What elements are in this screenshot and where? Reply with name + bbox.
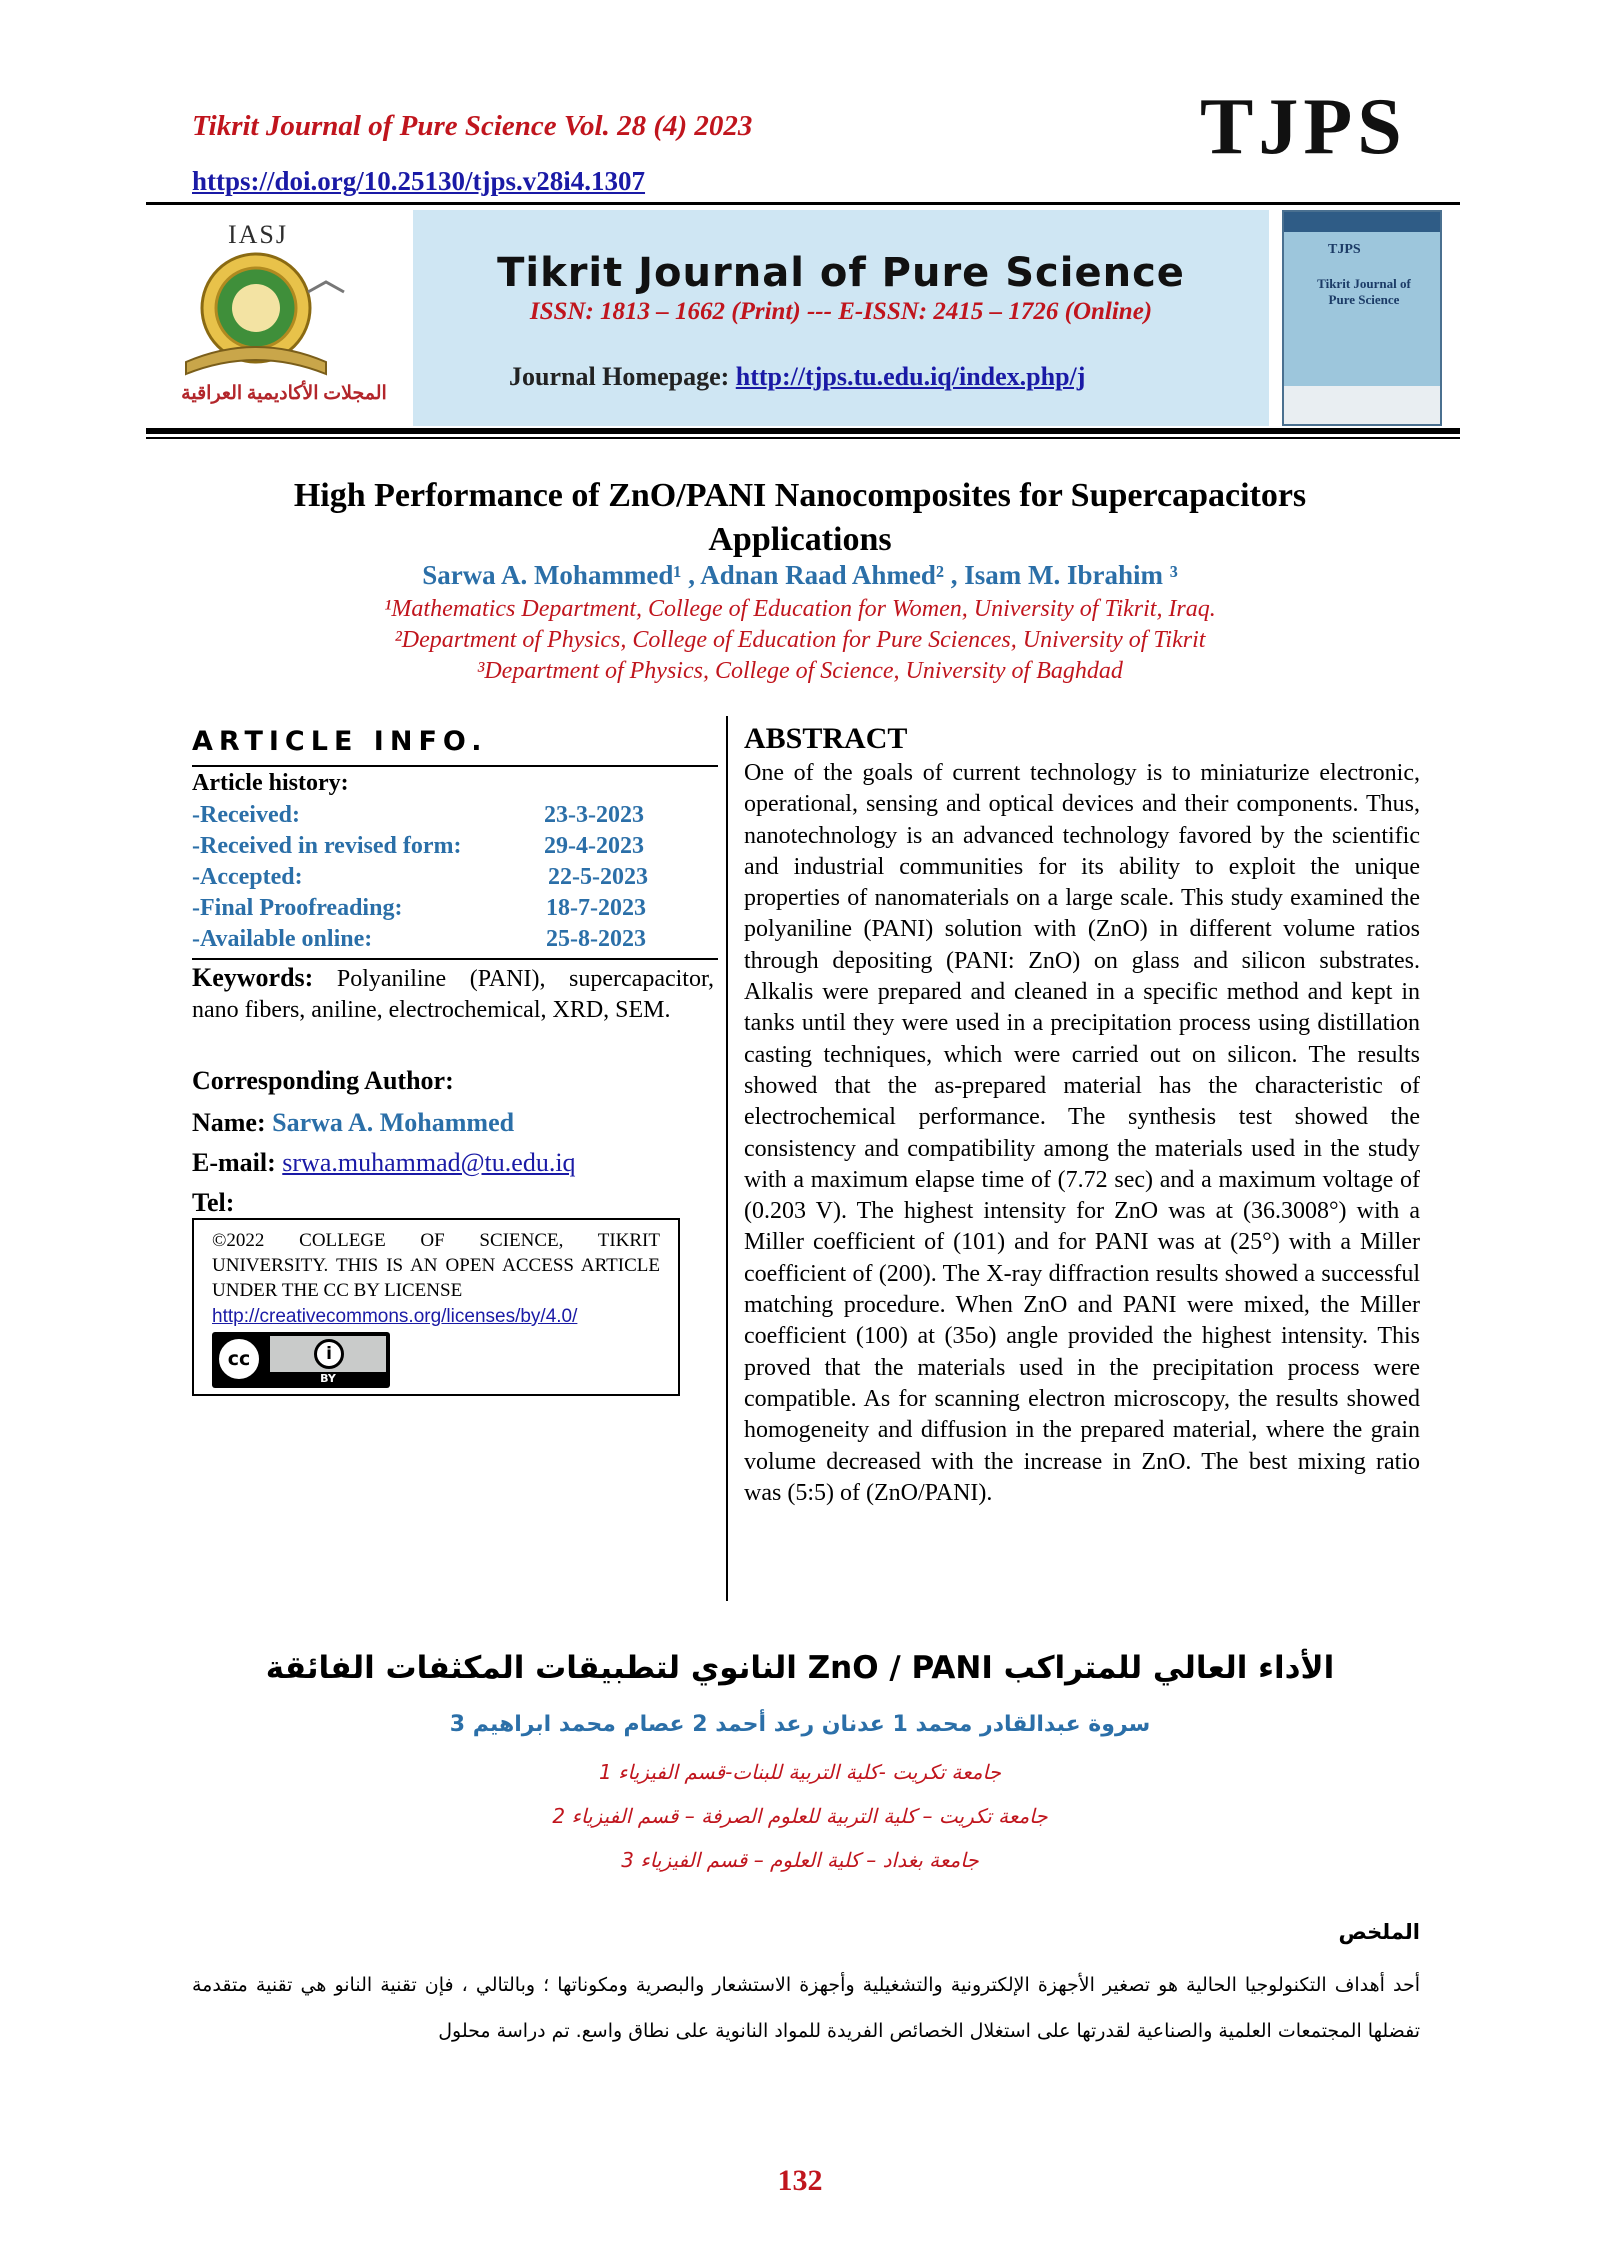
iasj-label: IASJ — [228, 220, 289, 249]
history-label: -Received: — [192, 802, 300, 828]
keywords-label: Keywords: — [192, 963, 314, 992]
cc-badge-panel — [270, 1336, 386, 1372]
history-label: -Accepted: — [192, 864, 303, 890]
paper-title: High Performance of ZnO/PANI Nanocomposites for Supercapacitors Applications — [293, 477, 1307, 558]
cover-title: Tikrit Journal of Pure Science — [1317, 276, 1411, 307]
history-row — [192, 802, 682, 829]
doi-link[interactable]: https://doi.org/10.25130/tjps.v28i4.1307 — [192, 166, 646, 196]
arabic-abstract-heading: الملخص — [1338, 1920, 1420, 1944]
arabic-authors: سروة عبدالقادر محمد 1 عدنان رعد أحمد 2 عصام محمد ابراهيم 3 — [449, 1712, 1151, 1737]
author-email-line — [192, 1148, 576, 1178]
abstract-text: One of the goals of current technology is to miniaturize electronic, operational, sensing and optical devices and their components. Thus, nanotechnology is an advanced technology favored by the scientific and industrial communities for its ability to exploit the unique properties of nanomaterials on a large scale. This study examined the polyaniline (PANI) solution with (ZnO) in different volume ratios through depositing (PANI: ZnO) on glass and silicon substrates. Alkalis were prepared and cleaned in a specific method and kept in tanks until they were used in a precipitation process using distillation casting techniques, which were carried out on silicon. The results showed that the as-prepared material has the characteristic of electrochemical performance. The synthesis test showed the consistency and compatibility among the materials used in the study with a maximum elapse time of (7.72 sec) and a maximum voltage of (0.203 V). The highest intensity for ZnO was at (36.3008°) with a Miller coefficient of (101) and for PANI was at (25°) with a Miller coefficient of (200). The X-ray diffraction results showed a successful matching procedure. When ZnO and PANI were mixed, the Miller coefficient (100) at (35o) angle provided the highest intensity. This proved that the materials used in the precipitation process were compatible. As for scanning electron microscopy, the results showed homogeneity and diffusion in the prepared material, where the grain volume decreased with the increase in ZnO. The best mixing ratio was (5:5) of (ZnO/PANI). — [744, 760, 1420, 1506]
history-row — [192, 895, 682, 922]
affiliation-1: ¹Mathematics Department, College of Education for Women, University of Tikrit, Iraq. — [384, 596, 1216, 622]
iasj-logo — [158, 212, 410, 418]
arabic-affiliation-2: جامعة تكريت – كلية التربية للعلوم الصرفة – قسم الفيزياء 2 — [552, 1804, 1048, 1828]
author-email-link[interactable]: srwa.muhammad@tu.edu.iq — [282, 1148, 576, 1177]
cover-strip — [1284, 212, 1440, 232]
history-date: 23-3-2023 — [544, 802, 644, 828]
arabic-affiliation-1: جامعة تكريت -كلية التربية للبنات-قسم الفيزياء 1 — [599, 1760, 1001, 1784]
history-row — [192, 833, 682, 860]
author-name: Sarwa A. Mohammed — [272, 1108, 515, 1137]
affiliation-3: ³Department of Physics, College of Science, University of Baghdad — [477, 658, 1123, 684]
journal-issn: ISSN: 1813 – 1662 (Print) --- E-ISSN: 2415 – 1726 (Online) — [529, 298, 1153, 325]
by-label: BY — [320, 1372, 336, 1385]
homepage-link[interactable]: http://tjps.tu.edu.iq/index.php/j — [735, 362, 1086, 391]
page-number: 132 — [777, 2164, 823, 2197]
masthead-rule-thin — [146, 437, 1460, 439]
history-date: 22-5-2023 — [548, 864, 648, 890]
name-label: Name: — [192, 1108, 273, 1137]
keywords-text: Polyaniline (PANI), supercapacitor, nano fibers, aniline, electrochemical, XRD, SEM. — [192, 966, 714, 1023]
journal-cover-image — [1282, 210, 1442, 426]
paper-authors: Sarwa A. Mohammed¹ , Adnan Raad Ahmed² , Isam M. Ibrahim ³ — [422, 560, 1178, 590]
history-rule — [192, 958, 718, 960]
license-text: ©2022 COLLEGE OF SCIENCE, TIKRIT UNIVERSITY. THIS IS AN OPEN ACCESS ARTICLE UNDER THE CC BY LICENSE — [212, 1230, 660, 1301]
history-date: 29-4-2023 — [544, 833, 644, 859]
arabic-abstract-text: أحد أهداف التكنولوجيا الحالية هو تصغير الأجهزة الإلكترونية والتشغيلية وأجهزة الاستشعار والبصرية ومكوناتها ؛ وبالتالي ، فإن تقنية النانو هي تقنية متقدمة تفضلها المجتمعات العلمية والصناعية لقدرتها على استغلال الخصائص الفريدة للمواد النانوية على نطاق واسع. تم دراسة محلول — [192, 1974, 1420, 2042]
history-row — [192, 926, 682, 953]
license-box — [192, 1218, 680, 1396]
keywords — [192, 962, 714, 1026]
article-history-heading: Article history: — [192, 770, 349, 796]
history-label: -Final Proofreading: — [192, 895, 403, 921]
license-link[interactable]: http://creativecommons.org/licenses/by/4.0/ — [212, 1306, 578, 1327]
tjps-logo: TJPS — [1200, 83, 1407, 171]
masthead-rule-thick — [146, 428, 1460, 434]
corresponding-author-heading: Corresponding Author: — [192, 1066, 454, 1095]
author-name-line — [192, 1108, 514, 1138]
history-label: -Received in revised form: — [192, 833, 462, 859]
arabic-affiliation-3: جامعة بغداد – كلية العلوم – قسم الفيزياء 3 — [621, 1848, 979, 1872]
arabic-title: الأداء العالي للمتراكب ZnO / PANI النانوي لتطبيقات المكثفات الفائقة — [265, 1650, 1335, 1686]
journal-citation: Tikrit Journal of Pure Science Vol. 28 (4) 2023 — [192, 110, 753, 142]
homepage-label: Journal Homepage: — [509, 362, 736, 391]
journal-title: Tikrit Journal of Pure Science — [497, 250, 1185, 296]
article-info-heading: ARTICLE INFO. — [192, 726, 488, 757]
cover-label: TJPS — [1328, 242, 1361, 257]
cover-footer — [1284, 386, 1440, 424]
history-row — [192, 864, 682, 891]
person-icon: i — [314, 1339, 344, 1369]
cc-by-badge[interactable] — [212, 1332, 390, 1388]
history-date: 25-8-2023 — [546, 926, 646, 952]
article-info-rule — [192, 765, 718, 767]
cc-icon: cc — [216, 1336, 262, 1382]
journal-homepage — [509, 362, 1085, 392]
history-date: 18-7-2023 — [546, 895, 646, 921]
affiliation-2: ²Department of Physics, College of Education for Pure Sciences, University of Tikrit — [394, 627, 1206, 653]
journal-masthead — [413, 210, 1269, 426]
column-divider — [726, 716, 728, 1601]
email-label: E-mail: — [192, 1148, 283, 1177]
author-tel: Tel: — [192, 1188, 235, 1217]
history-label: -Available online: — [192, 926, 373, 952]
header-rule — [146, 202, 1460, 205]
abstract-heading: ABSTRACT — [744, 722, 908, 755]
iasj-arabic-label: المجلات الأكاديمية العراقية — [181, 383, 387, 404]
